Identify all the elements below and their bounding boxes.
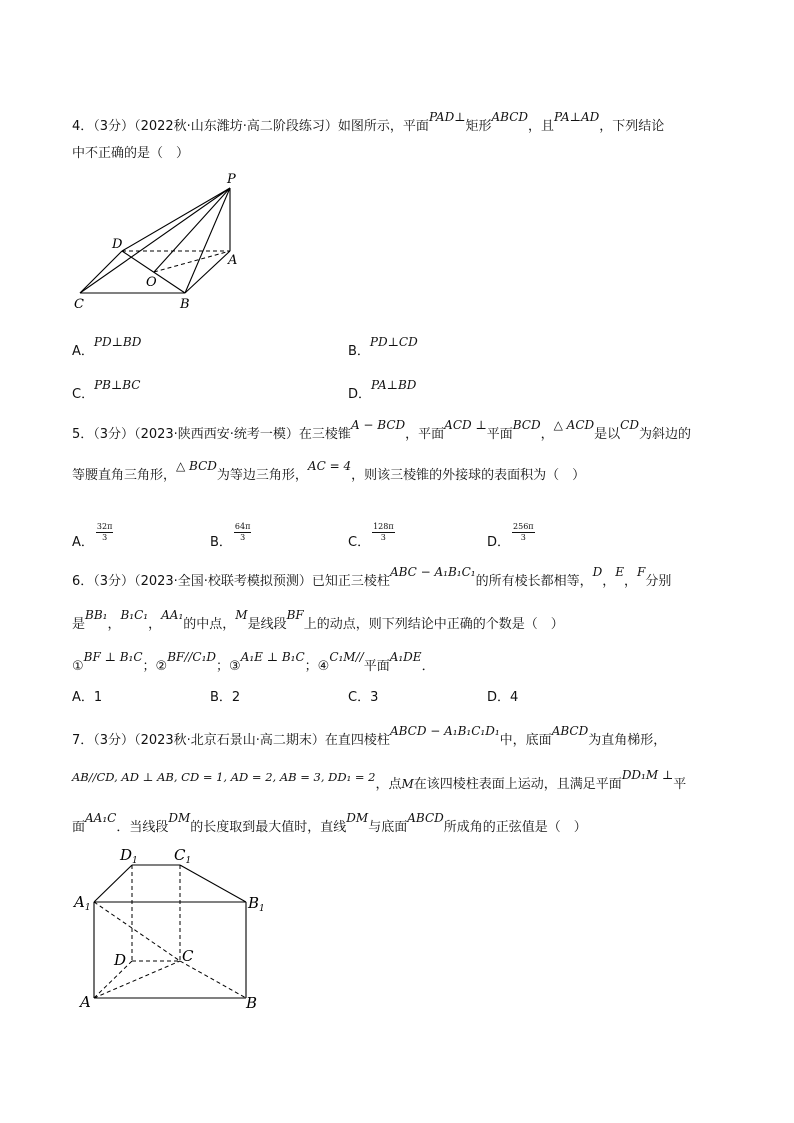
option-math: PD⊥BD [93, 335, 142, 349]
q6-source: （2023·全国·校联考模拟预测） [134, 574, 312, 589]
label-d: D [114, 951, 127, 969]
q5-score: （3分） [93, 427, 135, 442]
q6-text: ， [602, 574, 616, 589]
fraction-denominator: 3 [380, 533, 386, 542]
q6-math: D [592, 565, 603, 579]
option-value: 3 [370, 690, 379, 705]
option-fraction [372, 522, 395, 543]
q7-math: ABCD [551, 724, 589, 738]
q6-text: ， [148, 617, 162, 632]
q6-math: AA₁ [161, 608, 184, 622]
q5-math: △ ACD [553, 418, 595, 432]
q4-text: ，下列结论 [599, 119, 665, 134]
label-c1: $C_1$ [174, 846, 192, 866]
edge-cd [80, 251, 122, 293]
q5-option-d[interactable] [487, 522, 535, 550]
q6-math: F [637, 565, 646, 579]
q6-math: C₁M// [329, 650, 364, 664]
q6-text: 是 [72, 617, 86, 632]
q7-math: DM [168, 811, 191, 825]
q5-text: ，平面 [405, 427, 445, 442]
q5-math: BCD [512, 418, 541, 432]
fraction-denominator: 3 [240, 533, 246, 542]
label-a: A [80, 993, 91, 1011]
q7-text: 在直四棱柱 [324, 733, 390, 748]
q7-math: M [401, 777, 414, 791]
option-letter: B． [210, 690, 232, 705]
q5-text: 为斜边的 [638, 427, 691, 442]
label-a: A [228, 253, 238, 268]
label-d1: $D_1$ [120, 846, 138, 866]
q7-text: 在该四棱柱表面上运动，且满足平面 [413, 777, 622, 792]
q7-math: DD₁M ⊥ [621, 768, 674, 782]
q5-math: CD [620, 418, 639, 432]
label-b1: $B_1$ [248, 894, 265, 914]
q6-number: 6． [72, 574, 94, 589]
edge-c1b1 [180, 865, 246, 902]
q6-text: 上的动点，则下列结论中正确的个数是（ ） [303, 617, 564, 632]
option-math: PD⊥CD [369, 335, 418, 349]
q6-text: ， [624, 574, 638, 589]
edge-po [154, 188, 230, 272]
label-o: O [146, 275, 157, 290]
q5-option-a[interactable] [72, 522, 113, 550]
q6-option-c[interactable] [348, 686, 378, 705]
q4-pyramid-figure [70, 168, 250, 313]
q4-number: 4． [72, 119, 94, 134]
q4-math: ABCD [491, 110, 529, 124]
option-letter: D． [348, 387, 372, 402]
option-letter: A． [72, 690, 94, 705]
q6-text: ， [107, 617, 121, 632]
q6-math: BB₁ [85, 608, 108, 622]
q7-text: ，点 [375, 777, 402, 792]
q6-text: 的中点， [183, 617, 236, 632]
q6-math: A₁DE [389, 650, 422, 664]
q7-source: （2023秋·北京石景山·高二期末） [134, 733, 325, 748]
q7-line-2 [72, 768, 687, 794]
q7-prism-figure [70, 840, 290, 1020]
q4-text: 如图所示，平面 [337, 119, 429, 134]
q7-line-1 [72, 724, 667, 750]
q5-text: 为等边三角形， [216, 468, 308, 483]
fraction-numerator: 128π [373, 522, 394, 531]
edge-ad [94, 961, 132, 998]
q6-text: 平面 [363, 659, 390, 674]
q6-text: 的所有棱长都相等， [475, 574, 593, 589]
q4-text: 矩形 [465, 119, 492, 134]
edge-pd [122, 188, 230, 251]
option-letter: A． [72, 535, 94, 550]
label-b: B [180, 297, 190, 312]
q5-text: 等腰直角三角形， [72, 468, 177, 483]
q7-number: 7． [72, 733, 94, 748]
q4-option-a[interactable] [72, 335, 142, 359]
q6-text: ． [421, 659, 435, 674]
q5-math: ACD ⊥ [444, 418, 487, 432]
edge-ba [185, 251, 230, 293]
label-c: C [74, 297, 84, 312]
option-fraction [512, 522, 535, 543]
q7-text: 平 [673, 777, 687, 792]
q6-text: 是线段 [247, 617, 287, 632]
q6-math: A₁E ⊥ B₁C [240, 650, 305, 664]
q6-math: B₁C₁ [120, 608, 149, 622]
q5-option-c[interactable] [348, 522, 395, 550]
label-p: P [227, 172, 236, 187]
q4-score: （3分） [93, 119, 135, 134]
option-value: 2 [231, 690, 241, 705]
q6-option-d[interactable] [487, 686, 518, 705]
option-value: 4 [510, 690, 519, 705]
q5-math: AC = 4 [307, 459, 352, 473]
q7-math: ABCD − A₁B₁C₁D₁ [389, 724, 500, 738]
option-fraction [234, 522, 251, 543]
label-c: C [182, 947, 194, 965]
q5-text: ， [540, 427, 554, 442]
q5-line-1 [72, 418, 691, 444]
q5-math: A − BCD [350, 418, 406, 432]
q4-source: （2022秋·山东潍坊·高二阶段练习） [134, 119, 338, 134]
q6-text: ① [72, 659, 84, 674]
q6-math: M [235, 608, 248, 622]
q6-line-2 [72, 608, 564, 634]
q5-option-b[interactable] [210, 522, 251, 550]
q6-text: ；② [142, 659, 168, 674]
q7-text: ．当线段 [116, 820, 169, 835]
q7-text: 所成角的正弦值是（ ） [443, 820, 587, 835]
option-letter: D． [487, 690, 511, 705]
q7-text: 中，底面 [499, 733, 552, 748]
q7-text: 的长度取到最大值时，直线 [190, 820, 347, 835]
fraction-denominator: 3 [520, 533, 526, 542]
option-letter: B． [348, 344, 370, 359]
option-fraction [96, 522, 113, 543]
q5-math: △ BCD [176, 459, 217, 473]
fraction-denominator: 3 [102, 533, 108, 542]
edge-cb [180, 961, 246, 998]
q6-math: BF [286, 608, 304, 622]
label-b: B [246, 994, 258, 1012]
q6-score: （3分） [93, 574, 135, 589]
q6-math: BF//C₁D [167, 650, 217, 664]
q4-option-c[interactable] [72, 378, 141, 402]
q6-option-b[interactable] [210, 686, 240, 705]
q7-line-3 [72, 811, 587, 837]
edge-ac [94, 961, 180, 998]
q6-text: ；④ [304, 659, 330, 674]
q6-math: E [615, 565, 625, 579]
q4-math: PAD⊥ [428, 110, 466, 124]
q6-math: BF ⊥ B₁C [83, 650, 143, 664]
q5-source: （2023·陕西西安·统考一模） [134, 427, 299, 442]
option-letter: C． [348, 690, 371, 705]
q7-score: （3分） [93, 733, 135, 748]
option-math: PB⊥BC [94, 378, 141, 392]
fraction-numerator: 256π [513, 522, 534, 531]
option-letter: A． [72, 344, 94, 359]
q4-option-b[interactable] [348, 335, 418, 359]
option-value: 1 [93, 690, 103, 705]
q6-option-a[interactable] [72, 686, 102, 705]
q6-text: 分别 [645, 574, 672, 589]
q5-text: 是以 [594, 427, 621, 442]
option-letter: C． [348, 535, 371, 550]
q6-text: ；③ [216, 659, 241, 674]
option-math: PA⊥BD [371, 378, 417, 392]
q7-math: DM [346, 811, 369, 825]
q6-math: ABC − A₁B₁C₁ [389, 565, 476, 579]
label-d: D [112, 237, 123, 252]
q7-text: 面 [72, 820, 86, 835]
q5-line-2 [72, 459, 586, 485]
q7-math: AB//CD, AD ⊥ AB, CD = 1, AD = 2, AB = 3, DD₁ = 2 [72, 770, 376, 784]
q4-text: ，且 [528, 119, 555, 134]
option-letter: C． [72, 387, 95, 402]
q4-option-d[interactable] [348, 378, 417, 402]
q5-number: 5． [72, 427, 94, 442]
q4-line-1 [72, 110, 665, 136]
edge-a1d1 [94, 865, 132, 902]
q7-text: 为直角梯形， [588, 733, 667, 748]
q5-text: ，则该三棱锥的外接球的表面积为（ ） [351, 468, 586, 483]
fraction-numerator: 64π [234, 522, 251, 531]
option-letter: D． [487, 535, 511, 550]
q4-line-2: 中不正确的是（ ） [72, 146, 190, 161]
fraction-numerator: 32π [96, 522, 113, 531]
q5-text: 在三棱锥 [298, 427, 351, 442]
q6-text: 已知正三棱柱 [311, 574, 390, 589]
q5-text: 平面 [486, 427, 513, 442]
option-letter: B． [210, 535, 232, 550]
q7-math: ABCD [407, 811, 444, 825]
label-a1: $A_1$ [74, 893, 91, 913]
q6-line-1 [72, 565, 672, 591]
edge-a1c [94, 902, 180, 961]
q6-line-3 [72, 650, 435, 676]
q4-math: PA⊥AD [554, 110, 600, 124]
q7-math: AA₁C [85, 811, 117, 825]
q7-text: 与底面 [368, 820, 408, 835]
